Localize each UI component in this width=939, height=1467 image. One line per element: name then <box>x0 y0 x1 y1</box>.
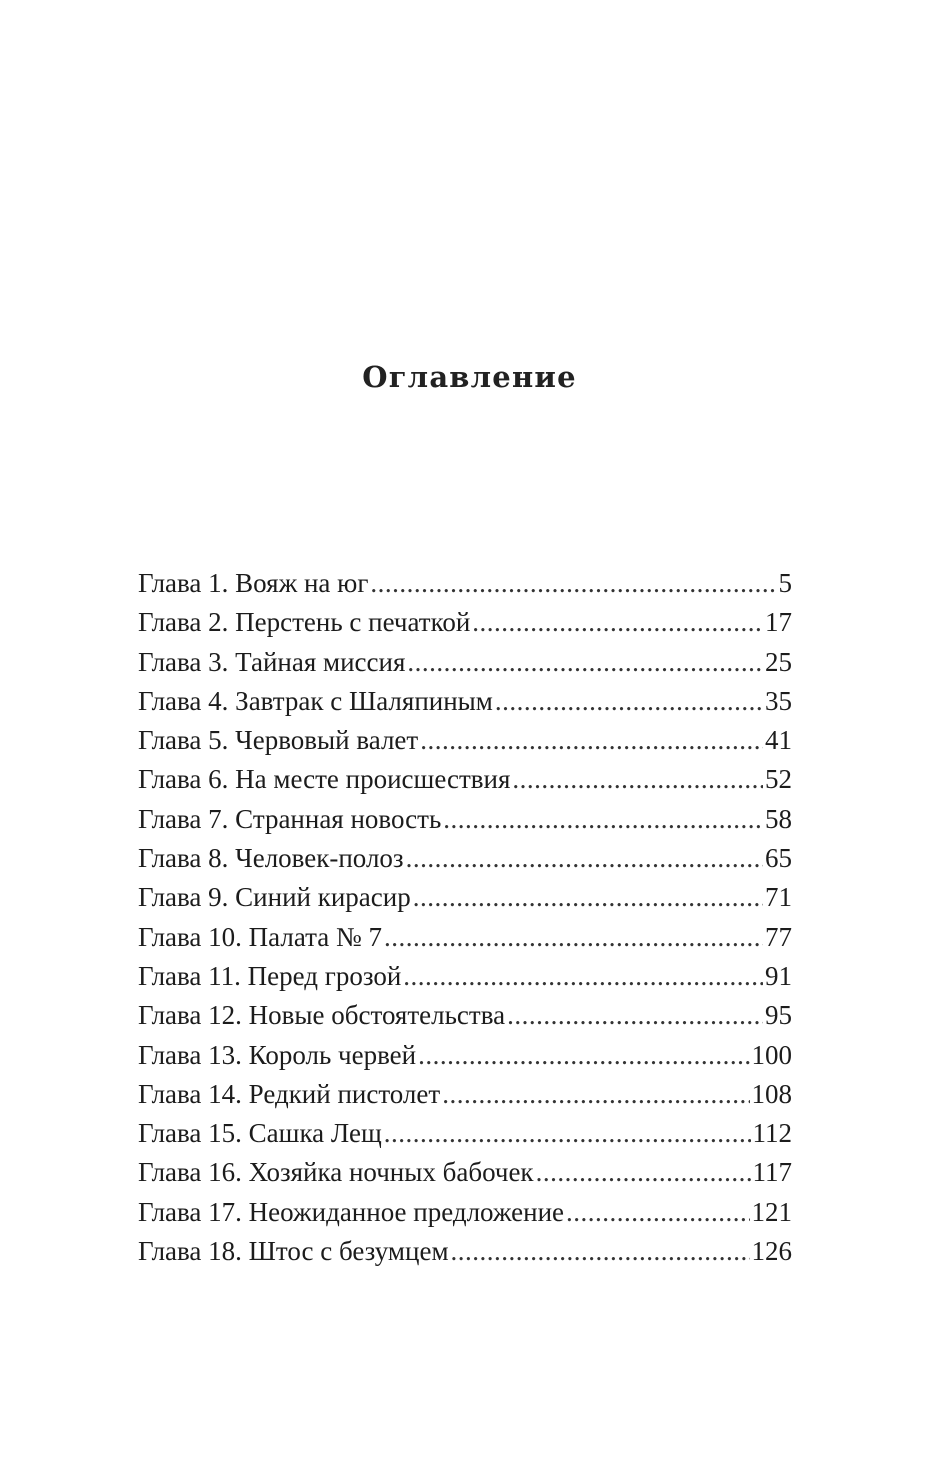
toc-entry <box>138 843 792 882</box>
toc-entry-page: 95 <box>765 1000 792 1031</box>
toc-entry <box>138 764 792 803</box>
toc-entry-page: 121 <box>751 1196 792 1227</box>
toc-leader-dots <box>472 607 763 638</box>
toc-leader-dots <box>566 1197 749 1228</box>
toc-entry-title: Глава 11. Перед грозой <box>138 960 402 991</box>
toc-leader-dots <box>384 1118 751 1149</box>
toc-entry <box>138 1118 792 1157</box>
toc-entry <box>138 882 792 921</box>
toc-entry-page: 41 <box>765 725 792 756</box>
toc-entry-page: 5 <box>778 568 792 598</box>
toc-entry-page: 77 <box>765 921 792 952</box>
toc-entry-title: Глава 9. Синий кирасир <box>138 882 411 913</box>
toc-leader-dots <box>451 1236 750 1267</box>
page-title: Оглавление <box>362 360 577 394</box>
toc-entry-title: Глава 6. На месте происшествия <box>138 764 511 795</box>
toc-entry-title: Глава 16. Хозяйка ночных бабочек <box>138 1157 534 1188</box>
toc-leader-dots <box>443 804 763 835</box>
toc-entry-page: 117 <box>752 1157 792 1188</box>
toc-entry <box>138 647 792 686</box>
toc-entry-page: 65 <box>765 843 792 874</box>
toc-entry-page: 35 <box>765 685 792 716</box>
toc-leader-dots <box>403 961 763 992</box>
toc-leader-dots <box>413 882 763 913</box>
toc-entry-page: 126 <box>751 1236 792 1267</box>
toc-entry-title: Глава 10. Палата № 7 <box>138 921 383 952</box>
toc-leader-dots <box>507 1000 763 1031</box>
toc-entry-title: Глава 14. Редкий пистолет <box>138 1078 441 1109</box>
toc-entry <box>138 607 792 646</box>
toc-entry-page: 108 <box>751 1078 792 1109</box>
toc-leader-dots <box>406 843 763 874</box>
toc-entry <box>138 1157 792 1196</box>
toc-entry-title: Глава 7. Странная новость <box>138 803 442 834</box>
toc-entry <box>138 1236 792 1275</box>
toc-entry-title: Глава 12. Новые обстоятельства <box>138 1000 506 1031</box>
toc-entry-page: 100 <box>751 1039 792 1070</box>
toc-entry-title: Глава 18. Штос с безумцем <box>138 1236 449 1267</box>
toc-leader-dots <box>536 1157 751 1188</box>
toc-leader-dots <box>512 764 763 795</box>
toc-entry <box>138 804 792 843</box>
toc-entry-page: 17 <box>765 607 792 638</box>
toc-entry-title: Глава 3. Тайная миссия <box>138 646 406 677</box>
toc-entry-title: Глава 4. Завтрак с Шаляпиным <box>138 685 493 716</box>
toc-entry <box>138 1197 792 1236</box>
toc-entry-title: Глава 5. Червовый валет <box>138 725 419 756</box>
toc-entry <box>138 686 792 725</box>
toc-entry-title: Глава 2. Перстень с печаткой <box>138 607 471 638</box>
toc-entry-page: 58 <box>765 803 792 834</box>
toc-entry-title: Глава 17. Неожиданное предложение <box>138 1196 565 1227</box>
toc-leader-dots <box>407 647 763 678</box>
toc-entry-title: Глава 13. Король червей <box>138 1039 417 1070</box>
toc-leader-dots <box>418 1040 749 1071</box>
toc-entry <box>138 961 792 1000</box>
toc-entry <box>138 1000 792 1039</box>
toc-leader-dots <box>442 1079 749 1110</box>
toc-entry-title: Глава 8. Человек-полоз <box>138 843 404 874</box>
toc-leader-dots <box>370 568 776 599</box>
toc-leader-dots <box>420 725 763 756</box>
toc-entry-page: 112 <box>752 1118 792 1149</box>
toc-entry <box>138 1040 792 1079</box>
toc-leader-dots <box>495 686 763 717</box>
toc-entry-page: 52 <box>765 764 792 795</box>
toc-leader-dots <box>384 922 763 953</box>
toc-entry <box>138 568 792 607</box>
toc-entry-page: 71 <box>765 882 792 913</box>
toc-entry <box>138 922 792 961</box>
toc-entry <box>138 725 792 764</box>
table-of-contents <box>138 568 792 1275</box>
toc-entry-title: Глава 15. Сашка Лещ <box>138 1118 382 1149</box>
toc-entry-page: 91 <box>765 960 792 991</box>
toc-entry <box>138 1079 792 1118</box>
toc-entry-title: Глава 1. Вояж на юг <box>138 568 369 598</box>
toc-entry-page: 25 <box>765 646 792 677</box>
